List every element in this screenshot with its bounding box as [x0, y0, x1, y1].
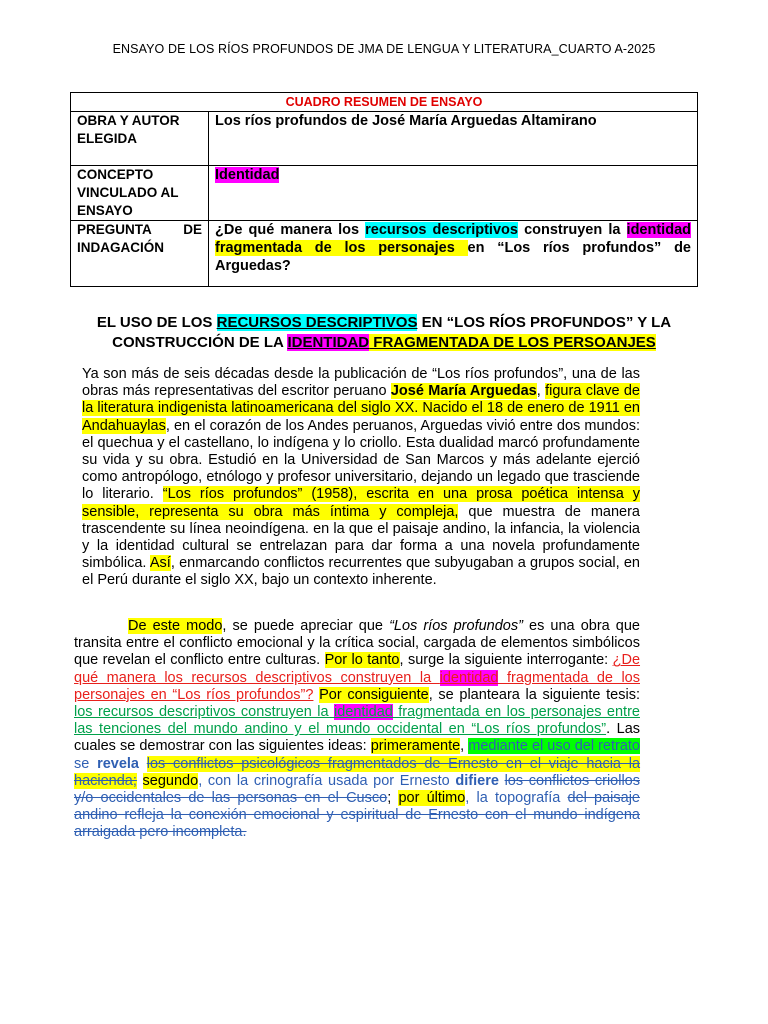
p1-i: , enmarcando conflictos recurrentes que subyugaban a grupos social, en el Perú durante el siglo XX, bajo un contexto inherente. — [82, 555, 640, 589]
title-part3: EN “LOS RÍOS PROFUNDOS” Y LA CONSTRUCCIÓN DE LA — [112, 314, 672, 351]
p2-a: De este modo — [128, 618, 223, 634]
title-part4: IDENTIDAD — [287, 334, 370, 351]
p2-o: fragmentada en los personajes entre las tenciones del mundo andino y el mundo occidental en “Los ríos profundos” — [74, 704, 640, 738]
concepto-label — [71, 166, 209, 221]
pregunta-value — [209, 221, 698, 287]
p2-ac: los conflictos criollos y/o occidentales de las personas en el Cusco — [74, 772, 640, 807]
p2-w: los conflictos psicológicos fragmentados de Ernesto en el viaje hacia la hacienda; — [74, 755, 641, 789]
p1-c: , — [536, 383, 546, 400]
p2-c: “Los ríos profundos” — [389, 618, 523, 634]
summary-caption: CUADRO RESUMEN DE ENSAYO — [71, 93, 698, 112]
p2-z: , con la crinografía usada por Ernesto — [198, 772, 456, 789]
pregunta-q3: construyen la — [517, 222, 627, 238]
concepto-value — [209, 166, 698, 221]
concepto-row — [71, 166, 698, 221]
essay-title — [70, 313, 698, 353]
pregunta-label-line2: INDAGACIÓN — [77, 240, 164, 255]
summary-caption-row — [71, 93, 698, 112]
obra-label-line2: ELEGIDA — [77, 131, 138, 146]
concepto-label-line2: VINCULADO AL — [77, 185, 179, 200]
p1-b: José María Arguedas — [390, 383, 537, 400]
concepto-label-line3: ENSAYO — [77, 203, 133, 218]
obra-row — [71, 112, 698, 166]
pregunta-row — [71, 221, 698, 287]
p2-s: mediante el uso del retrato — [468, 738, 640, 755]
paragraph-2 — [74, 618, 640, 842]
p2-y: segundo — [142, 772, 199, 789]
pregunta-label — [71, 221, 209, 287]
pregunta-label-word2: DE — [183, 222, 202, 237]
p2-b: , se puede apreciar que — [222, 618, 390, 634]
p2-r: , — [460, 738, 469, 755]
document-header: ENSAYO DE LOS RÍOS PROFUNDOS DE JMA DE LENGUA Y LITERATURA_CUARTO A-2025 — [112, 42, 656, 56]
title-part2: RECURSOS DESCRIPTIVOS — [216, 314, 418, 331]
p2-p: . Las cuales se demostrar con las siguientes ideas: — [74, 721, 641, 755]
pregunta-q1: ¿De qué manera los — [215, 222, 366, 238]
p2-l: , se planteara la siguiente tesis: — [428, 686, 640, 703]
title-part5: FRAGMENTADA DE LOS PERSOANJES — [369, 334, 656, 351]
p2-v — [139, 756, 147, 772]
concepto-identidad: Identidad — [215, 167, 280, 183]
obra-label — [71, 112, 209, 166]
concepto-label-line1: CONCEPTO — [77, 167, 154, 182]
p2-q: primeramente — [370, 738, 461, 755]
p2-m: los recursos descriptivos construyen la — [74, 704, 334, 721]
pregunta-q2: recursos descriptivos — [365, 222, 518, 238]
p2-ae: por último — [398, 790, 466, 807]
p2-k: Por consiguiente — [319, 686, 429, 703]
p1-g: que muestra de manera trascendente su línea neoindígena. en la que el paisaje andino, la infancia, la violencia y la identidad cultural se entrelazan para dar forma a una novela profundamente simbólica. — [82, 503, 640, 572]
pregunta-label-word1: PREGUNTA — [77, 222, 152, 237]
p2-ad: ; — [387, 790, 399, 807]
p2-d: es una obra que transita entre el conflicto emocional y la crítica social, cargada de elementos simbólicos que revelan el conflicto entre culturas. — [74, 618, 640, 669]
p1-d: figura clave de la literatura indigenista latinoamericana del siglo XX. Nacido el 18 de enero de 1911 en Andahuaylas — [82, 383, 641, 434]
p2-g: ¿De qué manera los recursos descriptivos construyen la — [74, 652, 641, 686]
p1-a: Ya son más de seis décadas desde la publicación de “Los ríos profundos”, una de las obras más representativas del escritor peruano — [82, 366, 640, 400]
p1-e: , en el corazón de los Andes peruanos, Arguedas vivió entre dos mundos: el quechua y el castellano, lo indígena y lo criollo. Esta dualidad marcó profundamente su vida y su obra. Estudió en la Universidad de San Marcos y más adelante ejerció como antropólogo, etnólogo y profesor universitario, dejando un legado que trasciende lo literario. — [82, 417, 640, 503]
pregunta-label-line1 — [77, 221, 202, 239]
p2-u: revela — [97, 755, 139, 772]
p2-t: se — [74, 755, 98, 772]
paragraph-1 — [82, 366, 640, 590]
p2-aa: difiere — [455, 772, 499, 789]
pregunta-q5: fragmentada de los personajes — [215, 240, 468, 256]
pregunta-q4: identidad — [626, 222, 691, 238]
p2-e: Por lo tanto — [324, 652, 400, 669]
title-part1: EL USO DE LOS — [96, 314, 217, 331]
p2-h: identidad — [439, 669, 499, 686]
p2-f: , surge la siguiente interrogante: — [399, 652, 613, 669]
p2-ag: del paisaje andino refleja la conexión emocional y espiritual de Ernesto con el mundo indígena arraigada pero incompleta. — [74, 790, 641, 841]
p2-n: identidad — [333, 704, 393, 721]
p2-i: fragmentada de los personajes en “Los ríos profundos”? — [74, 669, 640, 703]
summary-table — [70, 92, 698, 287]
p2-x — [137, 773, 143, 789]
p1-f: “Los ríos profundos” (1958), escrita en una prosa poética intensa y sensible, representa su obra más íntima y compleja, — [82, 486, 640, 520]
p1-h: Así — [149, 555, 171, 572]
obra-value: Los ríos profundos de José María Arguedas Altamirano — [209, 112, 698, 166]
pregunta-q6: en “Los ríos profundos” de Arguedas? — [215, 240, 691, 274]
p2-af: , la topografía — [465, 790, 568, 807]
obra-label-line1: OBRA Y AUTOR — [77, 113, 180, 128]
